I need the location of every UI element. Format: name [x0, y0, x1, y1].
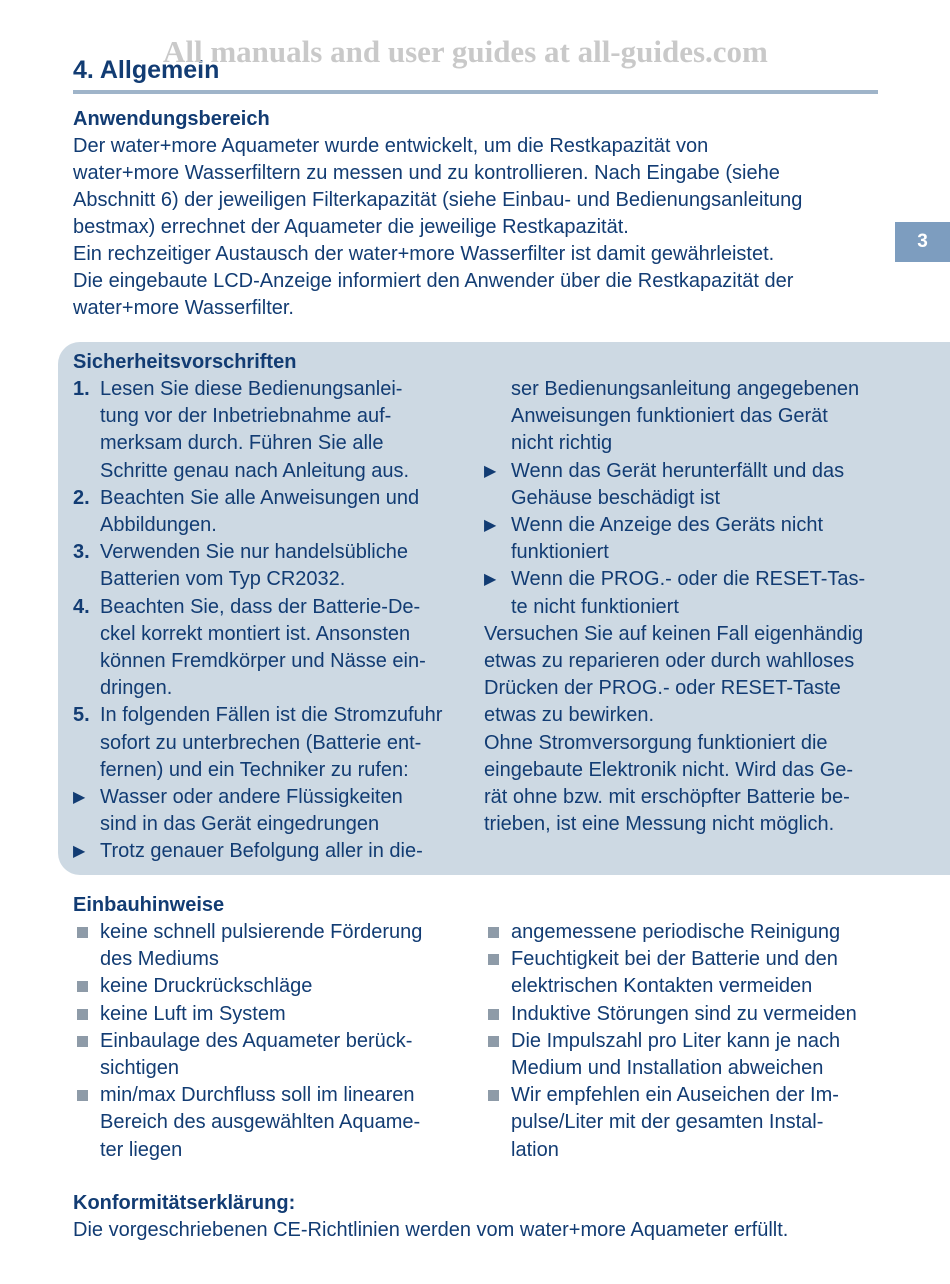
list-text: te nicht funktioniert — [511, 595, 679, 618]
square-bullet-icon — [488, 927, 499, 938]
paragraph-line: water+more Wasserfiltern zu messen und zu kontrollieren. Nach Eingabe (siehe — [73, 162, 780, 184]
list-line — [73, 1055, 473, 1082]
triangle-bullet-icon: ▶ — [484, 517, 497, 535]
list-text: Die Impulszahl pro Liter kann je nach — [511, 1029, 841, 1052]
list-line — [484, 566, 904, 593]
einbau-left-column — [73, 919, 473, 1164]
list-line — [73, 784, 473, 811]
triangle-bullet-icon: ▶ — [73, 843, 86, 861]
list-text: keine Luft im System — [100, 1002, 286, 1025]
list-text: Beachten Sie, dass der Batterie-De- — [100, 595, 421, 618]
list-text: keine schnell pulsierende Förderung — [100, 921, 423, 943]
list-text: Drücken der PROG.- oder RESET-Taste — [484, 677, 841, 700]
list-text: rät ohne bzw. mit erschöpfter Batterie be- — [484, 786, 850, 809]
list-line — [73, 539, 473, 566]
list-text: Verwenden Sie nur handelsübliche — [100, 541, 408, 564]
list-text: Wenn das Gerät herunterfällt und das — [511, 459, 845, 482]
list-text: sichtigen — [100, 1057, 179, 1080]
list-line — [73, 485, 473, 512]
list-text: Wenn die PROG.- oder die RESET-Tas- — [511, 568, 866, 591]
list-line — [73, 1137, 473, 1164]
list-text: sind in das Gerät eingedrungen — [100, 813, 380, 836]
list-text: eingebaute Elektronik nicht. Wird das Ge- — [484, 758, 854, 781]
einbau-title: Einbauhinweise — [73, 894, 225, 916]
list-text: Wenn die Anzeige des Geräts nicht — [511, 514, 824, 537]
list-text: dringen. — [100, 677, 173, 700]
triangle-bullet-icon: ▶ — [73, 789, 86, 807]
paragraph-line: Abschnitt 6) der jeweiligen Filterkapazität (siehe Einbau- und Bedienungsanleitung — [73, 189, 803, 211]
list-text: lation — [511, 1138, 559, 1161]
list-text: tung vor der Inbetriebnahme auf- — [100, 405, 392, 428]
header-rule — [73, 90, 878, 94]
list-line — [484, 919, 914, 946]
square-bullet-icon — [488, 1090, 499, 1101]
list-text: Wir empfehlen ein Auseichen der Im- — [511, 1084, 839, 1107]
list-text: Lesen Sie diese Bedienungsanlei- — [100, 378, 403, 400]
square-bullet-icon — [488, 1009, 499, 1020]
list-text: Ohne Stromversorgung funktioniert die — [484, 731, 828, 754]
square-bullet-icon — [488, 954, 499, 965]
square-bullet-icon — [77, 1009, 88, 1020]
list-line — [73, 566, 473, 593]
list-line — [73, 811, 473, 838]
list-line — [484, 594, 904, 621]
sicherheit-title: Sicherheitsvorschriften — [73, 351, 297, 373]
list-text: trieben, ist eine Messung nicht möglich. — [484, 813, 835, 836]
list-text: Batterien vom Typ CR2032. — [100, 568, 346, 591]
list-line — [484, 1028, 914, 1055]
list-text: keine Druckrückschläge — [100, 975, 313, 998]
konformitaet-title: Konformitätserklärung: — [73, 1192, 296, 1214]
list-line — [73, 702, 473, 729]
list-line — [73, 458, 473, 485]
list-text: Medium und Installation abweichen — [511, 1057, 824, 1080]
paragraph-line: bestmax) errechnet der Aquameter die jeweilige Restkapazität. — [73, 216, 629, 238]
list-text: pulse/Liter mit der gesamten Instal- — [511, 1111, 824, 1134]
list-line — [73, 1001, 473, 1028]
list-line — [73, 946, 473, 973]
list-line — [484, 376, 904, 403]
list-text: des Mediums — [100, 948, 219, 971]
list-line — [73, 1082, 473, 1109]
list-text: Beachten Sie alle Anweisungen und — [100, 486, 420, 509]
list-line — [73, 594, 473, 621]
list-line — [484, 946, 914, 973]
list-line — [484, 458, 904, 485]
list-text: sofort zu unterbrechen (Batterie ent- — [100, 731, 422, 754]
list-text: ser Bedienungsanleitung angegebenen — [511, 378, 860, 400]
anwendung-title: Anwendungsbereich — [73, 108, 270, 130]
triangle-bullet-icon: ▶ — [484, 462, 497, 480]
list-line — [73, 403, 473, 430]
list-text: Anweisungen funktioniert das Gerät — [511, 405, 828, 428]
list-line — [73, 919, 473, 946]
list-text: funktioniert — [511, 541, 609, 564]
list-text: nicht richtig — [511, 432, 613, 455]
list-line — [484, 485, 904, 512]
watermark: All manuals and user guides at all-guides.com — [163, 34, 768, 69]
list-line — [73, 757, 473, 784]
list-line — [484, 811, 904, 838]
paragraph-line: Ein rechzeitiger Austausch der water+more Wasserfilter ist damit gewährleistet. — [73, 243, 775, 265]
list-line — [484, 973, 914, 1000]
list-text: etwas zu reparieren oder durch wahlloses — [484, 650, 855, 673]
list-text: Bereich des ausgewählten Aquame- — [100, 1111, 421, 1134]
einbau-right-column — [484, 919, 914, 1164]
list-line — [484, 1055, 914, 1082]
list-line — [484, 403, 904, 430]
list-text: können Fremdkörper und Nässe ein- — [100, 650, 426, 673]
list-line — [73, 730, 473, 757]
triangle-bullet-icon: ▶ — [484, 571, 497, 589]
list-line — [73, 838, 473, 865]
list-text: Trotz genauer Befolgung aller in die- — [100, 840, 423, 863]
list-text: merksam durch. Führen Sie alle — [100, 432, 384, 455]
list-number: 2. — [73, 486, 90, 509]
list-line — [484, 430, 904, 457]
list-line — [484, 1082, 914, 1109]
list-line — [484, 675, 904, 702]
list-text: Wasser oder andere Flüssigkeiten — [100, 786, 403, 809]
sicherheit-left-column — [73, 376, 473, 866]
paragraph-line: Die eingebaute LCD-Anzeige informiert den Anwender über die Restkapazität der — [73, 270, 794, 292]
square-bullet-icon — [77, 1090, 88, 1101]
square-bullet-icon — [77, 1036, 88, 1047]
list-text: Induktive Störungen sind zu vermeiden — [511, 1002, 857, 1025]
list-line — [484, 730, 904, 757]
list-line — [484, 1109, 914, 1136]
page-header-title: 4. Allgemein — [73, 56, 220, 84]
list-text: Versuchen Sie auf keinen Fall eigenhändig — [484, 622, 864, 645]
list-text: Einbaulage des Aquameter berück- — [100, 1029, 413, 1052]
list-line — [484, 539, 904, 566]
list-line — [73, 973, 473, 1000]
list-line — [484, 702, 904, 729]
list-text: ter liegen — [100, 1138, 183, 1161]
list-line — [484, 621, 904, 648]
square-bullet-icon — [488, 1036, 499, 1047]
list-line — [73, 1109, 473, 1136]
paragraph-line: water+more Wasserfilter. — [73, 297, 294, 319]
konformitaet-text: Die vorgeschriebenen CE-Richtlinien werden vom water+more Aquameter erfüllt. — [73, 1219, 789, 1241]
list-line — [484, 648, 904, 675]
list-line — [73, 1028, 473, 1055]
square-bullet-icon — [77, 981, 88, 992]
list-line — [73, 648, 473, 675]
list-number: 5. — [73, 704, 90, 727]
page-tab: 3 — [895, 222, 950, 262]
list-number: 3. — [73, 541, 90, 564]
anwendung-text — [73, 133, 883, 322]
list-line — [484, 1001, 914, 1028]
list-line — [73, 376, 473, 403]
list-text: Feuchtigkeit bei der Batterie und den — [511, 948, 838, 971]
list-text: etwas zu bewirken. — [484, 704, 655, 727]
list-line — [484, 757, 904, 784]
list-line — [73, 621, 473, 648]
list-line — [484, 1137, 914, 1164]
list-text: In folgenden Fällen ist die Stromzufuhr — [100, 704, 443, 727]
list-text: fernen) und ein Techniker zu rufen: — [100, 758, 409, 781]
list-number: 4. — [73, 595, 90, 618]
list-text: Schritte genau nach Anleitung aus. — [100, 459, 410, 482]
square-bullet-icon — [77, 927, 88, 938]
list-line — [484, 512, 904, 539]
list-text: Gehäuse beschädigt ist — [511, 486, 721, 509]
list-line — [73, 430, 473, 457]
list-number: 1. — [73, 378, 90, 400]
list-text: elektrischen Kontakten vermeiden — [511, 975, 813, 998]
list-line — [73, 675, 473, 702]
list-text: angemessene periodische Reinigung — [511, 921, 841, 943]
list-line — [73, 512, 473, 539]
list-text: ckel korrekt montiert ist. Ansonsten — [100, 622, 411, 645]
list-line — [484, 784, 904, 811]
paragraph-line: Der water+more Aquameter wurde entwickelt, um die Restkapazität von — [73, 135, 709, 157]
list-text: Abbildungen. — [100, 514, 217, 537]
list-text: min/max Durchfluss soll im linearen — [100, 1084, 415, 1107]
sicherheit-right-column — [484, 376, 904, 838]
